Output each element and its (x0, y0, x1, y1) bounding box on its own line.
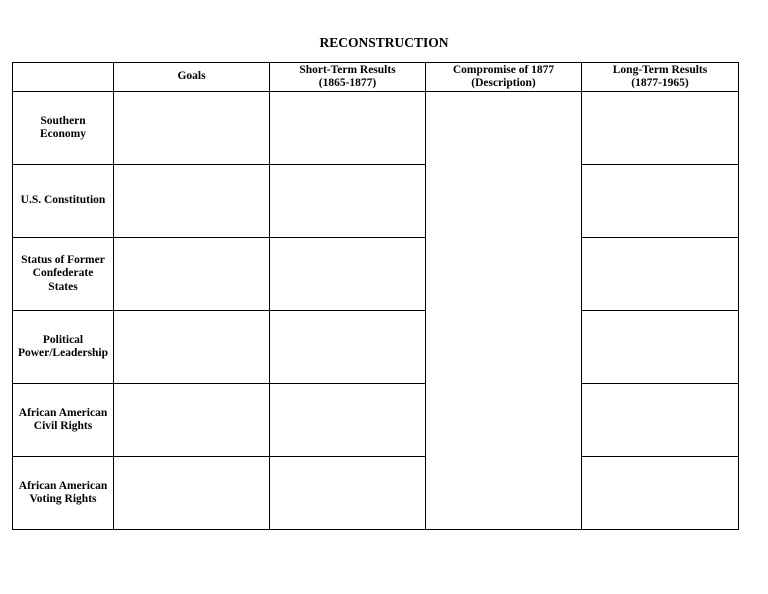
compromise-cell[interactable] (426, 92, 582, 530)
long-term-cell-political-power-leadership[interactable] (582, 311, 739, 384)
header-goals-text: Goals (177, 70, 206, 83)
header-compromise-1877 (426, 63, 582, 92)
row-label-line1: African American (18, 406, 108, 419)
short-term-cell-status-former-confederate-states[interactable] (270, 238, 426, 311)
header-compromise-line1: Compromise of 1877 (452, 63, 555, 76)
short-term-cell-political-power-leadership[interactable] (270, 311, 426, 384)
reconstruction-table (12, 62, 739, 530)
header-long-term-line2: (1877-1965) (631, 77, 689, 89)
row-label-african-american-voting-rights (13, 457, 114, 530)
row-label-us-constitution (13, 165, 114, 238)
header-long-term-results (582, 63, 739, 92)
long-term-cell-southern-economy[interactable] (582, 92, 739, 165)
header-short-term-line2: (1865-1877) (318, 77, 377, 89)
header-short-term-results (270, 63, 426, 92)
goals-cell-southern-economy[interactable] (114, 92, 270, 165)
row-label-line1: Political (42, 333, 84, 346)
header-corner-cell (13, 63, 114, 92)
goals-cell-political-power-leadership[interactable] (114, 311, 270, 384)
short-term-cell-african-american-civil-rights[interactable] (270, 384, 426, 457)
row-label-line1: Southern (40, 114, 86, 127)
long-term-cell-african-american-civil-rights[interactable] (582, 384, 739, 457)
row-label-line2: Power/Leadership (17, 347, 109, 359)
row-label-african-american-civil-rights (13, 384, 114, 457)
table-row-southern-economy (13, 92, 739, 165)
row-label-line2: Voting Rights (29, 493, 97, 505)
table-row-political-power-leadership (13, 311, 739, 384)
goals-cell-african-american-voting-rights[interactable] (114, 457, 270, 530)
table-row-status-former-confederate-states (13, 238, 739, 311)
header-compromise-line2: (Description) (471, 77, 536, 89)
header-long-term-line1: Long-Term Results (612, 63, 708, 76)
goals-cell-status-former-confederate-states[interactable] (114, 238, 270, 311)
short-term-cell-southern-economy[interactable] (270, 92, 426, 165)
table-row-african-american-voting-rights (13, 457, 739, 530)
table-row-us-constitution (13, 165, 739, 238)
long-term-cell-status-former-confederate-states[interactable] (582, 238, 739, 311)
row-label-political-power-leadership (13, 311, 114, 384)
header-row (13, 63, 739, 92)
header-goals (114, 63, 270, 92)
page-title: RECONSTRUCTION (319, 35, 449, 50)
row-label-line2: Confederate (32, 267, 94, 280)
table-row-african-american-civil-rights (13, 384, 739, 457)
row-label-southern-economy (13, 92, 114, 165)
short-term-cell-us-constitution[interactable] (270, 165, 426, 238)
long-term-cell-african-american-voting-rights[interactable] (582, 457, 739, 530)
row-label-line2: Civil Rights (33, 420, 93, 432)
row-label-line2: Economy (40, 128, 86, 140)
header-short-term-line1: Short-Term Results (299, 63, 396, 76)
long-term-cell-us-constitution[interactable] (582, 165, 739, 238)
goals-cell-african-american-civil-rights[interactable] (114, 384, 270, 457)
row-label-status-former-confederate-states (13, 238, 114, 311)
goals-cell-us-constitution[interactable] (114, 165, 270, 238)
row-label-line1: Status of Former (21, 253, 105, 266)
row-label-line1: U.S. Constitution (20, 194, 106, 207)
row-label-line1: African American (18, 479, 108, 492)
row-label-line3: States (48, 280, 78, 293)
short-term-cell-african-american-voting-rights[interactable] (270, 457, 426, 530)
